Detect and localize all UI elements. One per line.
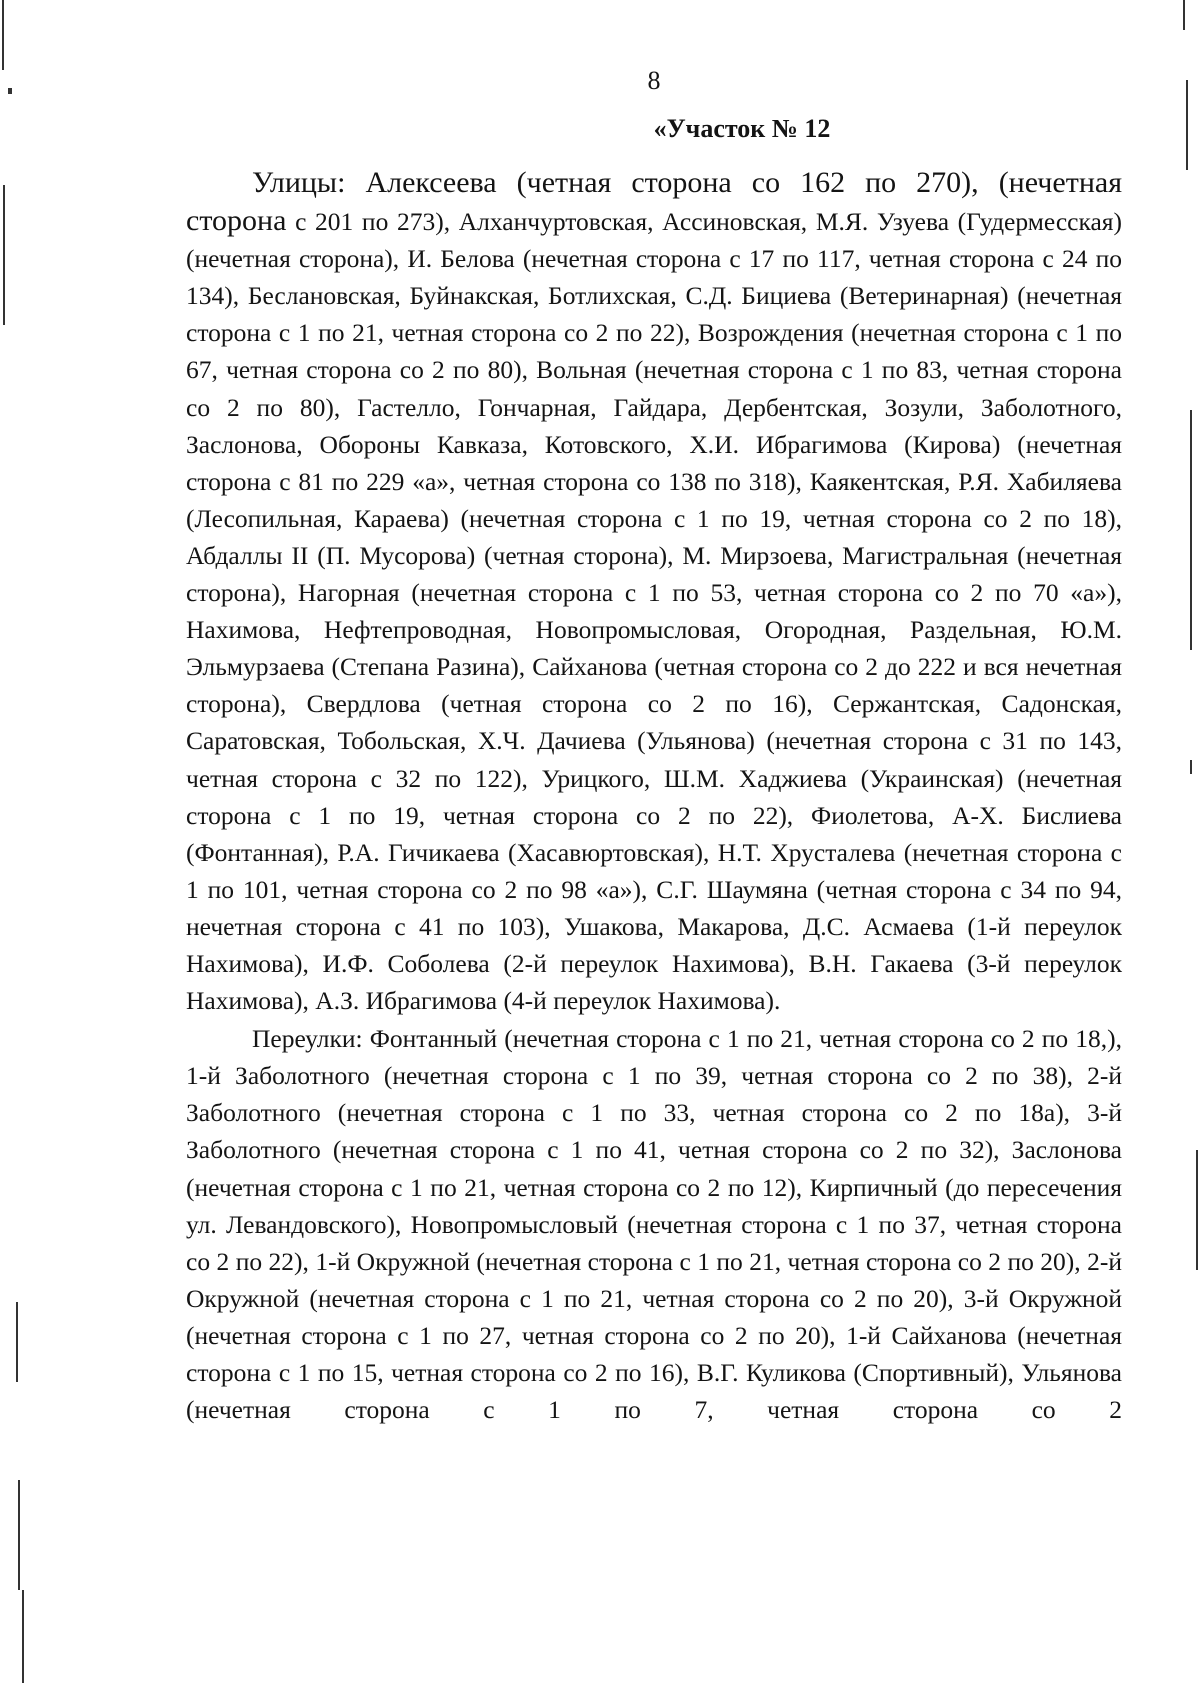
streets-paragraph-lead: Улицы: Алексеева (четная сторона со 162 по 270), (нечетная сторона: [186, 166, 1122, 238]
streets-paragraph: [186, 164, 1122, 1019]
scan-edge-mark: [2, 0, 4, 70]
section-title: «Участок № 12: [653, 114, 831, 143]
document-body: [186, 164, 1122, 1428]
scan-edge-mark: [22, 1590, 24, 1683]
scan-edge-mark: [1190, 760, 1192, 774]
scan-edge-mark: [1196, 1150, 1198, 1270]
scan-edge-mark: [18, 1480, 20, 1590]
page-number: 8: [647, 66, 661, 95]
scan-edge-mark: [3, 185, 5, 325]
scan-edge-mark: [1190, 410, 1192, 650]
scan-edge-mark: [1183, 0, 1185, 30]
streets-paragraph-rest: с 201 по 273), Алханчуртовская, Ассиновская, М.Я. Узуева (Гудермесская) (нечетная сторона), И. Белова (нечетная сторона с 17 по 117, четная сторона с 24 по 134), Беслановская, Буйнакская, Ботлихская, С.Д. Бициева (Ветеринарная) (нечетная сторона с 1 по 21, четная сторона со 2 по 22), Возрождения (нечетная сторона с 1 по 67, четная сторона со 2 по 80), Вольная (нечетная сторона с 1 по 83, четная сторона со 2 по 80), Гастелло, Гончарная, Гайдара, Дербентская, Зозули, Заболотного, Заслонова, Обороны Кавказа, Котовского, Х.И. Ибрагимова (Кирова) (нечетная сторона с 81 по 229 «а», четная сторона со 138 по 318), Каякентская, Р.Я. Хабиляева (Лесопильная, Караева) (нечетная сторона с 1 по 19, четная сторона со 2 по 18), Абдаллы II (П. Мусорова) (четная сторона), М. Мирзоева, Магистральная (нечетная сторона), Нагорная (нечетная сторона с 1 по 53, четная сторона со 2 по 70 «а»), Нахимова, Нефтепроводная, Новопромысловая, Огородная, Раздельная, Ю.М. Эльмурзаева (Степана Разина), Сайханова (четная сторона со 2 до 222 и вся нечетная сторона), Свердлова (четная сторона со 2 по 16), Сержантская, Садонская, Саратовская, Тобольская, Х.Ч. Дачиева (Ульянова) (нечетная сторона с 31 по 143, четная сторона с 32 по 122), Урицкого, Ш.М. Хаджиева (Украинская) (нечетная сторона с 1 по 19, четная сторона со 2 по 22), Фиолетова, А-Х. Бислиева (Фонтанная), Р.А. Гичикаева (Хасавюртовская), Н.Т. Хрусталева (нечетная сторона с 1 по 101, четная сторона со 2 по 98 «а»), С.Г. Шаумяна (четная сторона с 34 по 94, нечетная сторона с 41 по 103), Ушакова, Макарова, Д.С. Асмаева (1-й переулок Нахимова), И.Ф. Соболева (2-й переулок Нахимова), В.Н. Гакаева (3-й переулок Нахимова), А.З. Ибрагимова (4-й переулок Нахимова).: [186, 207, 1122, 1016]
lanes-paragraph: Переулки: Фонтанный (нечетная сторона с 1 по 21, четная сторона со 2 по 18,), 1-й Заболотного (нечетная сторона с 1 по 39, четная сторона со 2 по 38), 2-й Заболотного (нечетная сторона с 1 по 33, четная сторона со 2 по 18а), 3-й Заболотного (нечетная сторона с 1 по 41, четная сторона со 2 по 32), Заслонова (нечетная сторона с 1 по 21, четная сторона со 2 по 12), Кирпичный (до пересечения ул. Левандовского), Новопромысловый (нечетная сторона с 1 по 37, четная сторона со 2 по 22), 1-й Окружной (нечетная сторона с 1 по 21, четная сторона со 2 по 20), 2-й Окружной (нечетная сторона с 1 по 21, четная сторона со 2 по 20), 3-й Окружной (нечетная сторона с 1 по 27, четная сторона со 2 по 20), 1-й Сайханова (нечетная сторона с 1 по 15, четная сторона со 2 по 16), В.Г. Куликова (Спортивный), Ульянова (нечетная сторона с 1 по 7, четная сторона со 2: [186, 1024, 1122, 1425]
scan-edge-mark: [16, 1302, 18, 1382]
